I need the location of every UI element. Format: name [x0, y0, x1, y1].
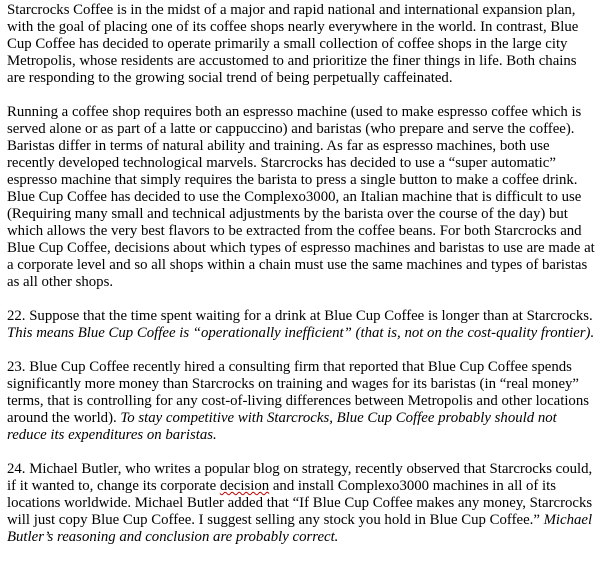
question-22-text: 22. Suppose that the time spent waiting for a drink at Blue Cup Coffee is longer than at Starcrocks.: [7, 308, 593, 324]
document-page: [0, 2, 604, 587]
question-22-claim: This means Blue Cup Coffee is “operationally inefficient” (that is, not on the cost-quality frontier).: [7, 325, 595, 341]
question-23-claim: To stay competitive with Starcrocks, Blue Cup Coffee probably should not reduce its expenditures on baristas.: [7, 410, 557, 443]
question-23-text: 23. Blue Cup Coffee recently hired a consulting firm that reported that Blue Cup Coffee spends significantly more money than Starcrocks on training and wages for its baristas (in “real money” terms, that is controlling for any cost-of-living differences between Metropolis and other locations around the world).: [7, 359, 589, 426]
question-23: [7, 359, 596, 444]
question-22: [7, 308, 596, 342]
question-24-text-end: and install Complexo3000 machines in all of its locations worldwide. Michael Butler added that “If Blue Cup Coffee makes any money, Starcrocks will just copy Blue Cup Coffee. I suggest selling any stock you hold in Blue Cup Coffee.”: [7, 478, 593, 528]
question-24-text-start: 24. Michael Butler, who writes a popular blog on strategy, recently observed that Starcrocks could, if it wanted to, change its corporate: [7, 461, 593, 494]
intro-paragraph-1: Starcrocks Coffee is in the midst of a major and rapid national and international expansion plan, with the goal of placing one of its coffee shops nearly everywhere in the world. In contrast, Blue Cup Coffee has decided to operate primarily a small collection of coffee shops in the large city Metropolis, whose residents are accustomed to and prioritize the finer things in life. Both chains are responding to the growing social trend of being perpetually caffeinated.: [7, 2, 579, 86]
intro-paragraph-2: Running a coffee shop requires both an espresso machine (used to make espresso coffee which is served alone or as part of a latte or cappuccino) and baristas (who prepare and serve the coffee). Baristas differ in terms of natural ability and training. As far as espresso machines, both use recently developed technological marvels. Starcrocks has decided to use a “super automatic” espresso machine that simply requires the barista to press a single button to make a coffee drink. Blue Cup Coffee has decided to use the Complexo3000, an Italian machine that is difficult to use (Requiring many small and technical adjustments by the barista over the course of the day) but which allows the very best flavors to be extracted from the coffee beans. For both Starcrocks and Blue Cup Coffee, decisions about which types of espresso machines and baristas to use are made at a corporate level and so all shops within a chain must use the same machines and types of baristas as all other shops.: [7, 104, 595, 290]
question-24-flagged-word: decision: [219, 478, 270, 494]
question-24-claim: Michael Butler’s reasoning and conclusion are probably correct.: [7, 512, 593, 545]
question-24: [7, 461, 596, 546]
